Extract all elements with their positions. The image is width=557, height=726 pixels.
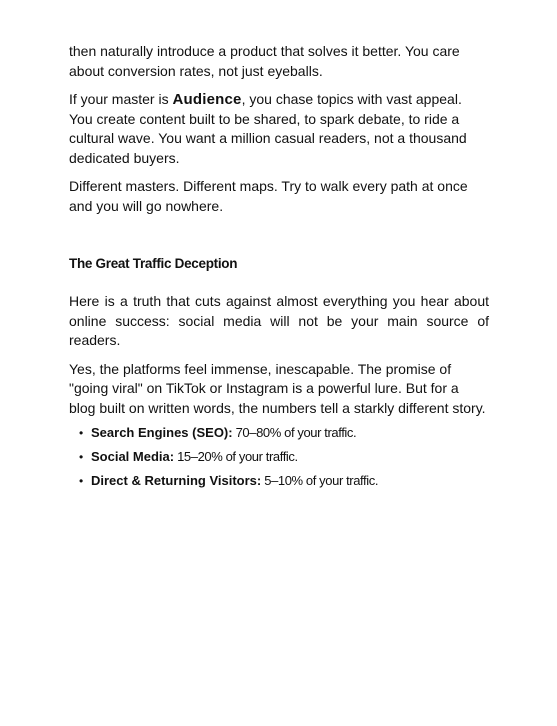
list-item: [79, 448, 489, 466]
list-item-label: Direct & Returning Visitors:: [91, 473, 262, 488]
bullet-icon: •: [79, 450, 83, 464]
list-item-label: Social Media:: [91, 449, 175, 464]
list-item: [79, 424, 489, 442]
list-item-value: 70–80% of your traffic.: [235, 425, 357, 440]
paragraph-platforms: Yes, the platforms feel immense, inescapable. The promise of "going viral" on TikTok or Instagram is a powerful lure. But for a blog built on written words, the numbers tell a starkly different story.: [69, 360, 486, 416]
paragraph-truth: Here is a truth that cuts against almost everything you hear about online success: social media will not be your main source of readers.: [69, 293, 489, 348]
paragraph-conversion: then naturally introduce a product that solves it better. You care about conversion rates, not just eyeballs.: [69, 43, 460, 79]
section-heading: The Great Traffic Deception: [69, 256, 238, 271]
list-item-value: 5–10% of your traffic.: [264, 473, 379, 488]
paragraph-audience: [69, 90, 489, 168]
document-page: [69, 42, 489, 496]
list-item-value: 15–20% of your traffic.: [177, 449, 298, 464]
bullet-icon: •: [79, 426, 83, 440]
paragraph-different-masters: Different masters. Different maps. Try to walk every path at once and you will go nowhere.: [69, 178, 468, 214]
list-item: [79, 472, 489, 490]
list-item-label: Search Engines (SEO):: [91, 425, 233, 440]
traffic-sources-list: [69, 424, 489, 490]
audience-emphasis: Audience: [172, 91, 242, 108]
bullet-icon: •: [79, 474, 83, 488]
paragraph-audience-rest: , you chase topics with vast appeal. You create content built to be shared, to spark debate, to ride a cultural wave. You want a million casual readers, not a thousand dedicated buyers.: [69, 91, 467, 166]
paragraph-audience-lead: If your master is: [69, 91, 173, 107]
